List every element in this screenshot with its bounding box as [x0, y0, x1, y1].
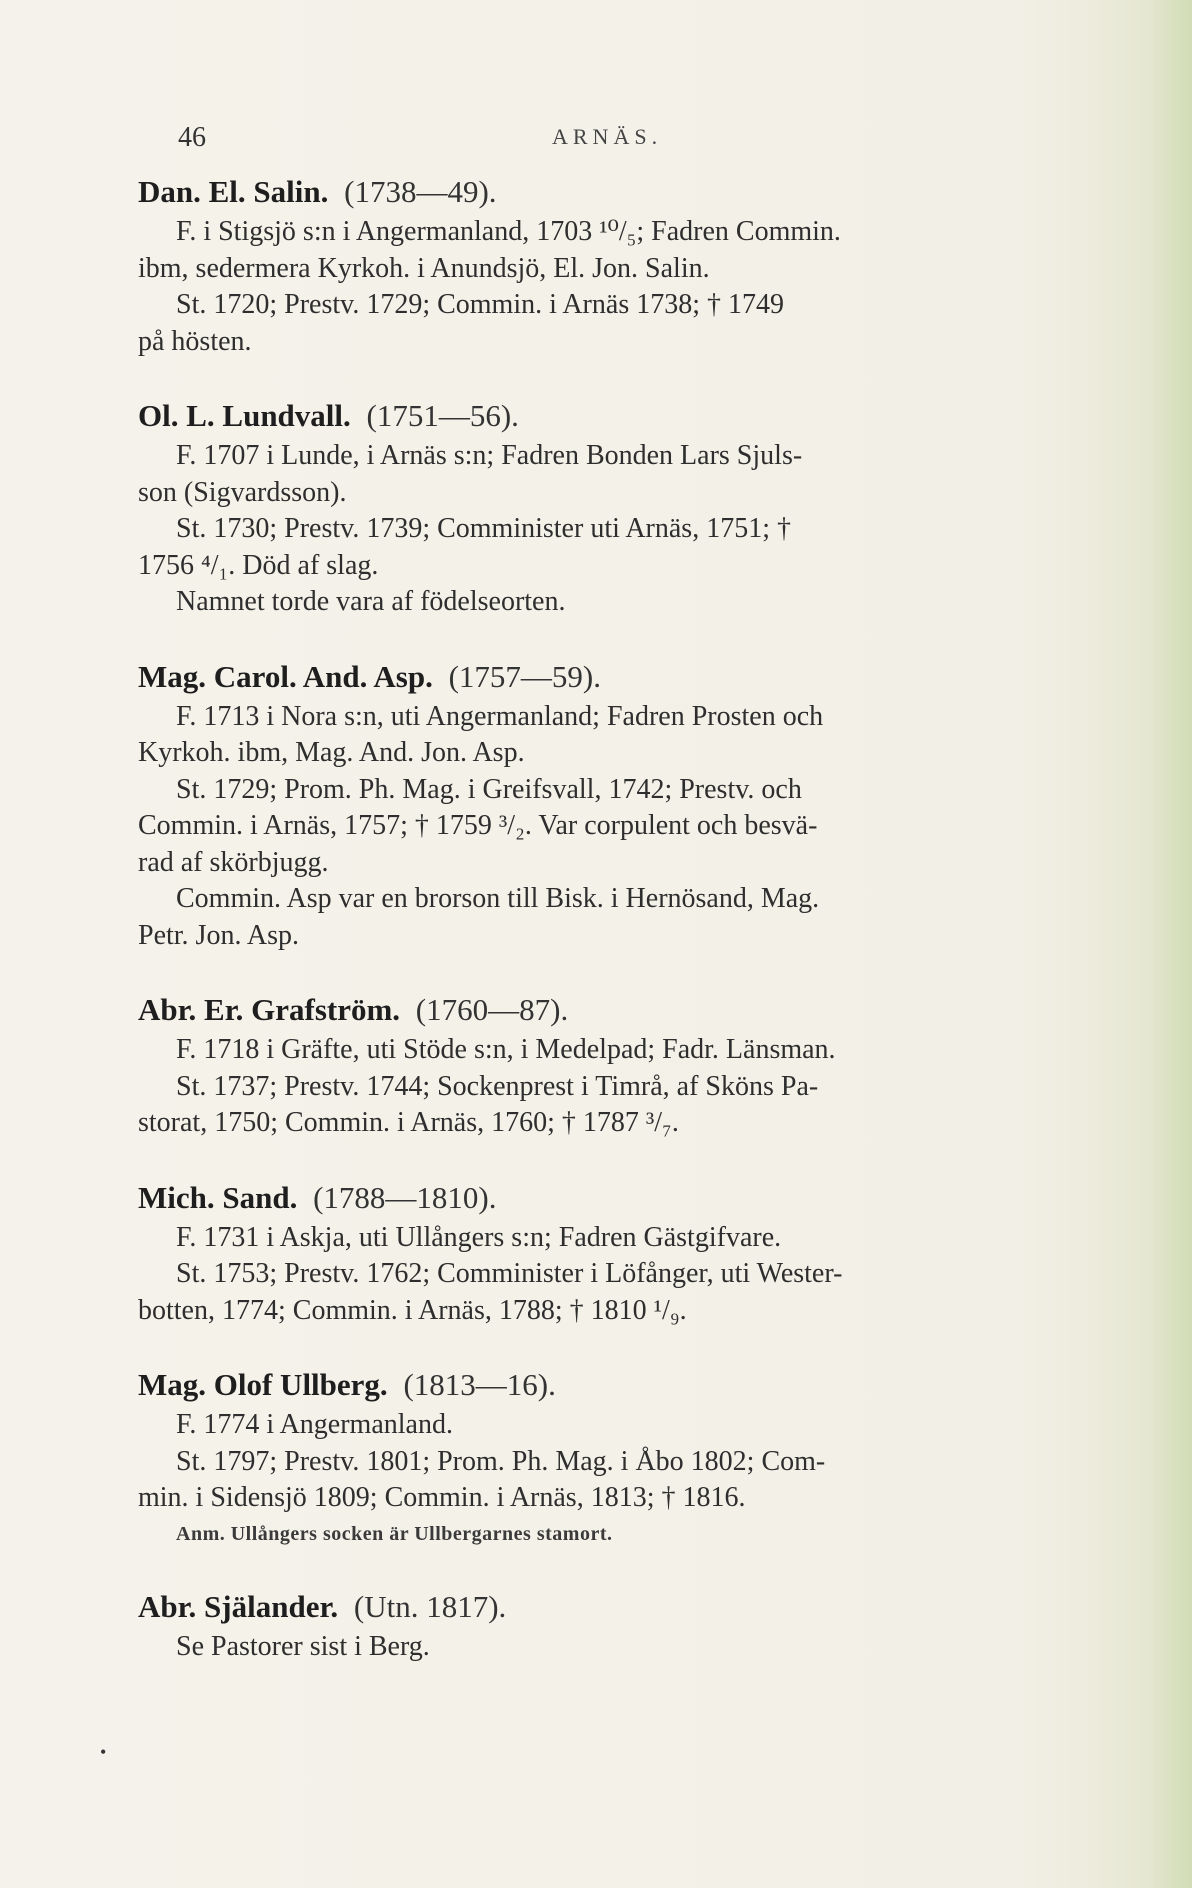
page-number: 46 — [178, 122, 206, 153]
entry-line: 1756 ⁴/₁. Död af slag. — [138, 549, 379, 581]
section-title: ARNÄS. — [552, 124, 663, 149]
entry-name: Dan. El. Salin. — [138, 174, 329, 209]
biography-entry-lundvall — [138, 394, 1063, 621]
biography-entry-ullberg — [138, 1363, 1063, 1551]
entry-line: storat, 1750; Commin. i Arnäs, 1760; † 1787 ³/₇. — [138, 1107, 679, 1138]
entry-name: Mag. Carol. And. Asp. — [138, 658, 433, 694]
entry-line: St. 1729; Prom. Ph. Mag. i Greifsvall, 1742; Prestv. och — [176, 773, 802, 805]
entry-years: (1760—87). — [415, 992, 569, 1027]
entry-line: St. 1797; Prestv. 1801; Prom. Ph. Mag. i Åbo 1802; Com- — [176, 1445, 826, 1477]
entry-line: F. 1707 i Lunde, i Arnäs s:n; Fadren Bonden Lars Sjuls- — [176, 440, 803, 471]
entry-line: Kyrkoh. ibm, Mag. And. Jon. Asp. — [138, 737, 525, 768]
page-content — [138, 170, 1063, 1699]
entry-heading — [138, 1363, 1063, 1407]
entry-years: (1788—1810). — [313, 1179, 497, 1215]
entry-heading — [138, 1585, 1063, 1629]
entry-years: (1813—16). — [403, 1367, 556, 1402]
entry-line: Commin. i Arnäs, 1757; † 1759 ³/₂. Var corpulent och besvä- — [138, 810, 818, 841]
entry-line: Petr. Jon. Asp. — [138, 919, 300, 951]
entry-name: Mich. Sand. — [138, 1179, 298, 1215]
entry-line: Namnet torde vara af födelseorten. — [176, 586, 566, 617]
entry-line: F. 1718 i Gräfte, uti Stöde s:n, i Medelpad; Fadr. Länsman. — [176, 1034, 836, 1065]
biography-entry-salin — [138, 170, 1063, 360]
entry-line: St. 1737; Prestv. 1744; Sockenprest i Timrå, af Sköns Pa- — [176, 1070, 819, 1102]
entry-line: rad af skörbjugg. — [138, 846, 329, 878]
entry-heading — [138, 394, 1063, 438]
biography-entry-grafstrom — [138, 988, 1063, 1142]
page-edge-shadow — [1150, 0, 1192, 1888]
entry-line: St. 1730; Prestv. 1739; Comminister uti Arnäs, 1751; † — [176, 513, 791, 544]
entry-years: (Utn. 1817). — [353, 1588, 507, 1624]
entry-line: Commin. Asp var en brorson till Bisk. i Hernösand, Mag. — [176, 883, 820, 914]
entry-line: son (Sigvardsson). — [138, 476, 347, 508]
biography-entry-sand — [138, 1176, 1063, 1330]
entry-line: Se Pastorer sist i Berg. — [176, 1630, 430, 1662]
entry-years: (1738—49). — [344, 174, 497, 209]
entry-line: F. i Stigsjö s:n i Angermanland, 1703 ¹⁰/₅; Fadren Commin. — [176, 216, 841, 247]
entry-line: St. 1753; Prestv. 1762; Comminister i Löfånger, uti Wester- — [176, 1258, 843, 1289]
entry-name: Abr. Själander. — [138, 1588, 339, 1624]
running-head — [170, 112, 1070, 152]
entry-heading — [138, 655, 1063, 699]
entry-heading — [138, 170, 1063, 214]
entry-years: (1757—59). — [448, 658, 602, 694]
entry-line: F. 1774 i Angermanland. — [176, 1409, 453, 1440]
biography-entry-asp — [138, 655, 1063, 955]
entry-heading — [138, 1176, 1063, 1220]
entry-line: St. 1720; Prestv. 1729; Commin. i Arnäs 1738; † 1749 — [176, 289, 784, 320]
entry-line: F. 1731 i Askja, uti Ullångers s:n; Fadren Gästgifvare. — [176, 1221, 782, 1253]
margin-mark: • — [100, 1742, 107, 1762]
entry-name: Abr. Er. Grafström. — [138, 992, 401, 1027]
entry-line: ibm, sedermera Kyrkoh. i Anundsjö, El. Jon. Salin. — [138, 252, 710, 284]
entry-footnote: Anm. Ullångers socken är Ullbergarnes stamort. — [176, 1522, 613, 1545]
entry-line: botten, 1774; Commin. i Arnäs, 1788; † 1810 ¹/₉. — [138, 1294, 687, 1326]
entry-name: Mag. Olof Ullberg. — [138, 1367, 388, 1402]
entry-line: på hösten. — [138, 325, 252, 357]
entry-heading — [138, 988, 1063, 1032]
entry-name: Ol. L. Lundvall. — [138, 398, 351, 433]
entry-years: (1751—56). — [366, 398, 519, 433]
biography-entry-sjalander — [138, 1585, 1063, 1666]
entry-line: F. 1713 i Nora s:n, uti Angermanland; Fadren Prosten och — [176, 700, 824, 732]
entry-line: min. i Sidensjö 1809; Commin. i Arnäs, 1813; † 1816. — [138, 1482, 746, 1513]
